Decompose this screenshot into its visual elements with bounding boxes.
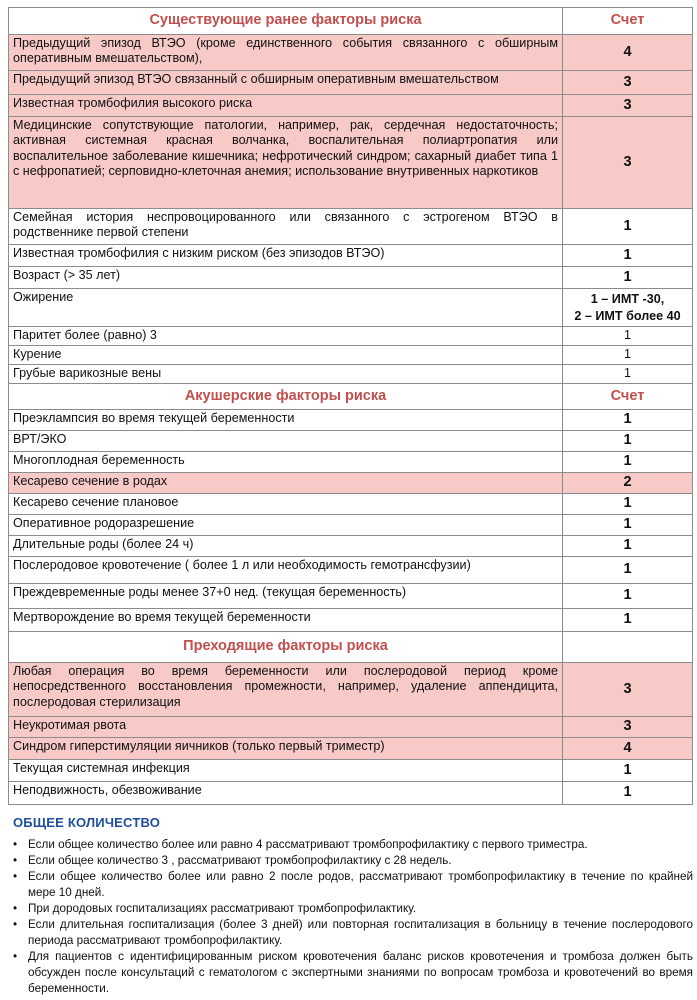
bullet-icon: •	[13, 918, 18, 931]
score-line: 2 – ИМТ более 40	[574, 308, 681, 323]
table-row	[9, 473, 693, 494]
risk-factor-text: Ожирение	[9, 289, 563, 327]
risk-factor-text: Преждевременные роды менее 37+0 нед. (текущая беременность)	[9, 584, 563, 609]
risk-score-obesity	[563, 289, 693, 327]
list-item	[10, 949, 693, 997]
table-row	[9, 760, 693, 782]
recommendation-notes	[10, 837, 693, 997]
risk-score: 1	[563, 327, 693, 346]
risk-score: 1	[563, 452, 693, 473]
risk-score: 1	[563, 584, 693, 609]
table-row	[9, 782, 693, 805]
risk-factor-text: Синдром гиперстимуляции яичников (только первый триместр)	[9, 738, 563, 760]
risk-score: 3	[563, 117, 693, 209]
risk-factor-text: Возраст (> 35 лет)	[9, 267, 563, 289]
risk-score: 4	[563, 35, 693, 71]
risk-score: 1	[563, 365, 693, 384]
risk-score: 3	[563, 663, 693, 717]
risk-factor-text: Кесарево сечение в родах	[9, 473, 563, 494]
risk-score: 1	[563, 494, 693, 515]
risk-score: 1	[563, 431, 693, 452]
risk-factor-table	[8, 7, 693, 805]
bullet-icon: •	[13, 950, 18, 963]
risk-score: 1	[563, 209, 693, 245]
risk-factor-text: Паритет более (равно) 3	[9, 327, 563, 346]
risk-factor-text: Преэклампсия во время текущей беременности	[9, 410, 563, 431]
score-heading: Счет	[563, 384, 693, 410]
table-row	[9, 663, 693, 717]
note-text: Если общее количество более или равно 4 рассматривают тромбопрофилактику с первого триместра.	[28, 838, 588, 851]
risk-factor-text: Неукротимая рвота	[9, 717, 563, 738]
risk-factor-text: Неподвижность, обезвоживание	[9, 782, 563, 805]
risk-score: 1	[563, 760, 693, 782]
risk-score: 4	[563, 738, 693, 760]
table-row	[9, 536, 693, 557]
risk-score: 3	[563, 95, 693, 117]
note-text: Если общее количество более или равно 2 после родов, рассматривают тромбопрофилактику в течение по крайней мере 10 дней.	[28, 870, 693, 899]
risk-factor-text: ВРТ/ЭКО	[9, 431, 563, 452]
table-row	[9, 494, 693, 515]
risk-factor-text: Многоплодная беременность	[9, 452, 563, 473]
risk-factor-text: Кесарево сечение плановое	[9, 494, 563, 515]
score-line: 1 – ИМТ -30,	[590, 291, 665, 306]
risk-score: 1	[563, 245, 693, 267]
risk-factor-text: Мертворождение во время текущей беременности	[9, 609, 563, 632]
risk-factor-text: Послеродовое кровотечение ( более 1 л или необходимость гемотрансфузии)	[9, 557, 563, 584]
section-heading-obstetric: Акушерские факторы риска	[9, 384, 563, 410]
risk-factor-text: Курение	[9, 346, 563, 365]
bullet-icon: •	[13, 870, 18, 883]
table-row	[9, 245, 693, 267]
section-heading-preexisting: Существующие ранее факторы риска	[9, 8, 563, 35]
table-row	[9, 35, 693, 71]
risk-score: 3	[563, 717, 693, 738]
list-item	[10, 869, 693, 901]
note-text: Если общее количество 3 , рассматривают тромбопрофилактику с 28 недель.	[28, 854, 452, 867]
table-row	[9, 717, 693, 738]
note-text: Для пациентов с идентифицированным риском кровотечения баланс рисков кровотечения и тромбоза должен быть обсужден после консультаций с гематологом с экспертными знаниями по вопросам тромбоза и кровотечений во время беременности.	[28, 950, 693, 995]
table-row	[9, 209, 693, 245]
table-row	[9, 365, 693, 384]
table-row	[9, 71, 693, 95]
risk-score: 1	[563, 782, 693, 805]
list-item	[10, 901, 693, 917]
risk-factor-text: Известная тромбофилия с низким риском (без эпизодов ВТЭО)	[9, 245, 563, 267]
table-row	[9, 346, 693, 365]
score-heading	[563, 632, 693, 663]
risk-factor-text: Грубые варикозные вены	[9, 365, 563, 384]
risk-score: 2	[563, 473, 693, 494]
table-row	[9, 452, 693, 473]
bullet-icon: •	[13, 854, 18, 867]
table-row	[9, 117, 693, 209]
table-row	[9, 584, 693, 609]
risk-score: 1	[563, 346, 693, 365]
table-row	[9, 609, 693, 632]
risk-factor-text: Медицинские сопутствующие патологии, например, рак, сердечная недостаточность; активная системная красная волчанка, воспалительная полиартропатия или воспалительное заболевание кишечника; нефротический синдром; сахарный диабет типа 1 с нефропатией; серповидно-клеточная анемия; использование внутривенных наркотиков	[9, 117, 563, 209]
risk-factor-text: Предыдущий эпизод ВТЭО (кроме единственного события связанного с обширным оперативным вмешательством),	[9, 35, 563, 71]
list-item	[10, 917, 693, 949]
list-item	[10, 837, 693, 853]
bullet-icon: •	[13, 902, 18, 915]
risk-score: 1	[563, 267, 693, 289]
risk-score: 1	[563, 557, 693, 584]
risk-factor-text: Известная тромбофилия высокого риска	[9, 95, 563, 117]
table-row	[9, 95, 693, 117]
risk-score: 1	[563, 536, 693, 557]
risk-factor-text: Предыдущий эпизод ВТЭО связанный с обширным оперативным вмешательством	[9, 71, 563, 95]
risk-score: 1	[563, 609, 693, 632]
list-item	[10, 853, 693, 869]
table-row	[9, 410, 693, 431]
table-row	[9, 267, 693, 289]
note-text: Если длительная госпитализация (более 3 дней) или повторная госпитализация в больницу в течение послеродового периода рассматривают тромбопрофилактику.	[28, 918, 693, 947]
table-row	[9, 431, 693, 452]
table-row	[9, 557, 693, 584]
risk-score: 1	[563, 410, 693, 431]
table-row	[9, 738, 693, 760]
total-count-label: ОБЩЕЕ КОЛИЧЕСТВО	[13, 815, 161, 830]
table-row	[9, 327, 693, 346]
risk-factor-text: Длительные роды (более 24 ч)	[9, 536, 563, 557]
risk-factor-text: Любая операция во время беременности или послеродовой период кроме непосредственного восстановления промежности, например, удаление аппендицита, послеродовая стерилизация	[9, 663, 563, 717]
risk-factor-text: Текущая системная инфекция	[9, 760, 563, 782]
risk-factor-text: Семейная история неспровоцированного или связанного с эстрогеном ВТЭО в родственнике первой степени	[9, 209, 563, 245]
risk-factor-text: Оперативное родоразрешение	[9, 515, 563, 536]
table-row	[9, 515, 693, 536]
note-text: При дородовых госпитализациях рассматривают тромбопрофилактику.	[28, 902, 417, 915]
table-row	[9, 289, 693, 327]
risk-score: 1	[563, 515, 693, 536]
risk-score: 3	[563, 71, 693, 95]
bullet-icon: •	[13, 838, 18, 851]
score-heading: Счет	[563, 8, 693, 35]
section-heading-transient: Преходящие факторы риска	[9, 632, 563, 663]
